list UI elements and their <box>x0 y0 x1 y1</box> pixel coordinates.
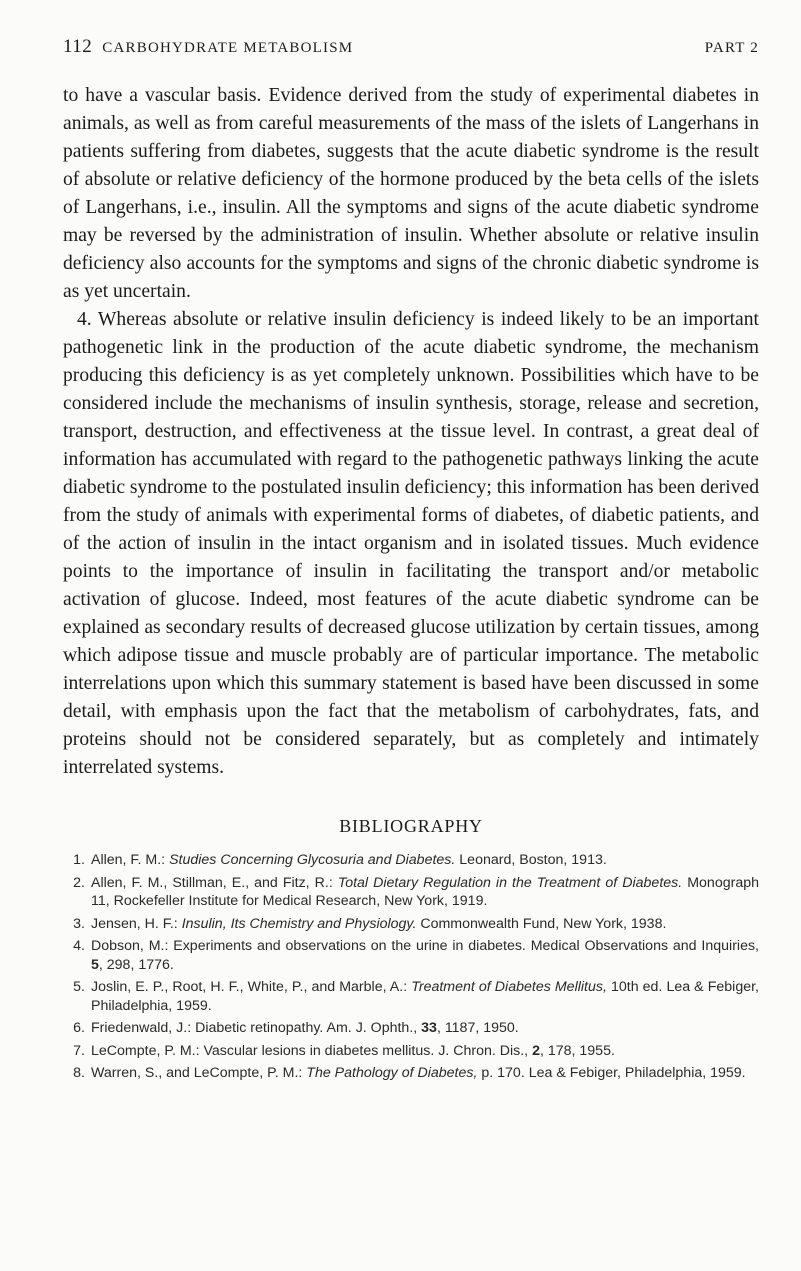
entry-volume: 5 <box>91 956 99 973</box>
entry-number: 6. <box>73 1020 85 1036</box>
entry-authors: Allen, F. M., Stillman, E., and Fitz, R.: <box>91 874 338 891</box>
paragraph-1: to have a vascular basis. Evidence derived from the study of experimental diabetes in animals, as well as from careful measurements of the mass of the islets of Langerhans in patients suffering from diabetes, suggests that the acute diabetic syndrome is the result of absolute or relative deficiency of the hormone produced by the beta cells of the islets of Langerhans, i.e., insulin. All the symptoms and signs of the acute diabetic syndrome may be reversed by the administration of insulin. Whether absolute or relative insulin deficiency also accounts for the symptoms and signs of the chronic diabetic syndrome is as yet uncertain. <box>63 85 759 302</box>
entry-title: Insulin, Its Chemistry and Physiology. <box>181 915 417 932</box>
entry-authors: Friedenwald, J.: Diabetic retinopathy. Am. J. Ophth., <box>91 1020 422 1036</box>
bibliography-entry <box>63 851 759 870</box>
entry-authors: LeCompte, P. M.: Vascular lesions in diabetes mellitus. J. Chron. Dis., <box>91 1042 533 1059</box>
entry-rest: Commonwealth Fund, New York, 1938. <box>416 915 667 932</box>
entry-number: 4. <box>73 938 85 954</box>
entry-title: The Pathology of Diabetes, <box>306 1065 478 1081</box>
entry-volume: 2 <box>532 1042 540 1059</box>
paragraph-2: 4. Whereas absolute or relative insulin deficiency is indeed likely to be an important pathogenetic link in the production of the acute diabetic syndrome, the mechanism producing this deficiency is as yet completely unknown. Possibilities which have to be considered include the mechanisms of insulin synthesis, storage, release and secretion, transport, destruction, and effectiveness at the tissue level. In contrast, a great deal of information has accumulated with regard to the pathogenetic pathways linking the acute diabetic syndrome to the postulated insulin deficiency; this information has been derived from the study of animals with experimental forms of diabetes, of diabetic patients, and of the action of insulin in the intact organism and in isolated tissues. Much evidence points to the importance of insulin in facilitating the transport and/or metabolic activation of glucose. Indeed, most features of the acute diabetic syndrome can be explained as secondary results of decreased glucose utilization by certain tissues, among which adipose tissue and muscle probably are of particular importance. The metabolic interrelations upon which this summary statement is based have been discussed in some detail, with emphasis upon the fact that the metabolism of carbohydrates, fats, and proteins should not be considered separately, but as completely and intimately interrelated systems. <box>63 309 759 778</box>
bibliography-heading: BIBLIOGRAPHY <box>339 816 483 836</box>
entry-number: 1. <box>73 852 85 868</box>
bibliography-entry <box>63 1064 759 1083</box>
bibliography-list <box>63 851 759 1083</box>
entry-rest: , 178, 1955. <box>539 1042 615 1059</box>
running-head <box>63 36 759 64</box>
bibliography-entry <box>63 915 759 934</box>
entry-authors: Warren, S., and LeCompte, P. M.: <box>91 1065 307 1081</box>
body-text <box>63 82 759 782</box>
entry-rest: Monograph 11, Rockefeller Institute for Medical Research, New York, 1919. <box>91 874 759 909</box>
entry-authors: Allen, F. M.: <box>91 852 170 868</box>
bibliography-entry <box>63 1042 759 1061</box>
chapter-title: CARBOHYDRATE METABOLISM <box>102 40 354 56</box>
entry-number: 2. <box>73 874 85 891</box>
entry-rest: , 298, 1776. <box>98 956 174 973</box>
entry-rest: p. 170. Lea & Febiger, Philadelphia, 1959. <box>477 1065 746 1081</box>
entry-title: Total Dietary Regulation in the Treatment of Diabetes. <box>337 874 683 891</box>
entry-number: 3. <box>73 915 85 932</box>
entry-number: 5. <box>73 979 85 995</box>
part-label: PART 2 <box>704 40 759 56</box>
entry-rest: , 1187, 1950. <box>436 1020 519 1036</box>
book-page <box>63 36 759 1087</box>
entry-number: 8. <box>73 1065 85 1081</box>
bibliography-entry <box>63 1019 759 1038</box>
bibliography-entry <box>63 937 759 974</box>
bibliography-entry <box>63 874 759 911</box>
entry-number: 7. <box>73 1042 85 1059</box>
entry-title: Treatment of Diabetes Mellitus, <box>411 979 607 995</box>
entry-authors: Dobson, M.: Experiments and observations on the urine in diabetes. Medical Observations and Inquiries, <box>91 938 759 954</box>
page-number: 112 <box>63 36 93 57</box>
entry-volume: 33 <box>421 1020 437 1036</box>
entry-authors: Joslin, E. P., Root, H. F., White, P., and Marble, A.: <box>91 979 412 995</box>
entry-rest: Leonard, Boston, 1913. <box>455 852 607 868</box>
entry-authors: Jensen, H. F.: <box>91 915 182 932</box>
entry-title: Studies Concerning Glycosuria and Diabetes. <box>169 852 456 868</box>
entry-rest: 10th ed. Lea & Febiger, Philadelphia, 1959. <box>91 979 759 1014</box>
bibliography-entry <box>63 978 759 1015</box>
